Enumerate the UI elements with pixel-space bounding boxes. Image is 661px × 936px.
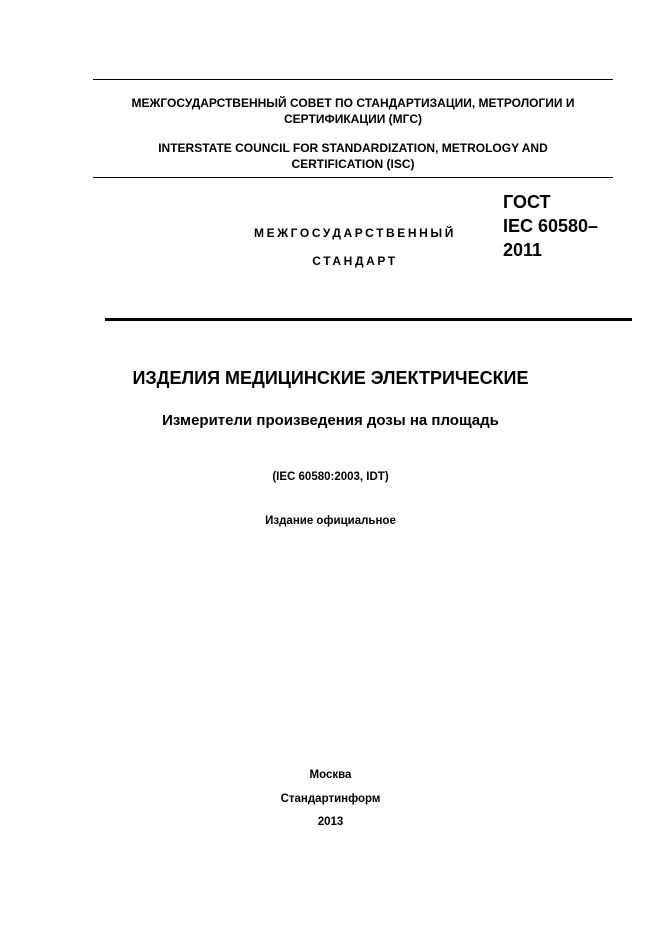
middle-divider bbox=[93, 177, 613, 178]
imprint-year: 2013 bbox=[317, 816, 344, 828]
council-name-russian bbox=[93, 95, 613, 127]
document-title: ИЗДЕЛИЯ МЕДИЦИНСКИЕ ЭЛЕКТРИЧЕСКИЕ bbox=[132, 368, 529, 388]
council-name-english bbox=[93, 140, 613, 172]
council-en-line-2: CERTIFICATION (ISC) bbox=[291, 157, 415, 171]
designation-line-1: ГОСТ bbox=[503, 192, 551, 212]
imprint-city: Москва bbox=[309, 769, 352, 781]
standard-designation bbox=[503, 190, 643, 262]
imprint-publisher: Стандартинформ bbox=[280, 793, 381, 805]
council-ru-line-1: МЕЖГОСУДАРСТВЕННЫЙ СОВЕТ ПО СТАНДАРТИЗАЦИИ, МЕТРОЛОГИИ И bbox=[131, 96, 575, 110]
edition-note: Издание официальное bbox=[265, 515, 396, 527]
standard-type-line-2: СТАНДАРТ bbox=[312, 254, 398, 268]
iec-reference: (IEC 60580:2003, IDT) bbox=[272, 471, 389, 483]
document-subtitle: Измерители произведения дозы на площадь bbox=[162, 412, 499, 429]
council-en-line-1: INTERSTATE COUNCIL FOR STANDARDIZATION, METROLOGY AND bbox=[158, 141, 548, 155]
designation-line-2: IEC 60580– bbox=[503, 216, 599, 236]
council-ru-line-2: СЕРТИФИКАЦИИ (МГС) bbox=[284, 112, 422, 126]
designation-line-3: 2011 bbox=[503, 240, 543, 260]
standard-type-line-1: МЕЖГОСУДАРСТВЕННЫЙ bbox=[254, 226, 456, 240]
top-divider bbox=[93, 79, 613, 80]
thick-divider bbox=[105, 318, 632, 321]
